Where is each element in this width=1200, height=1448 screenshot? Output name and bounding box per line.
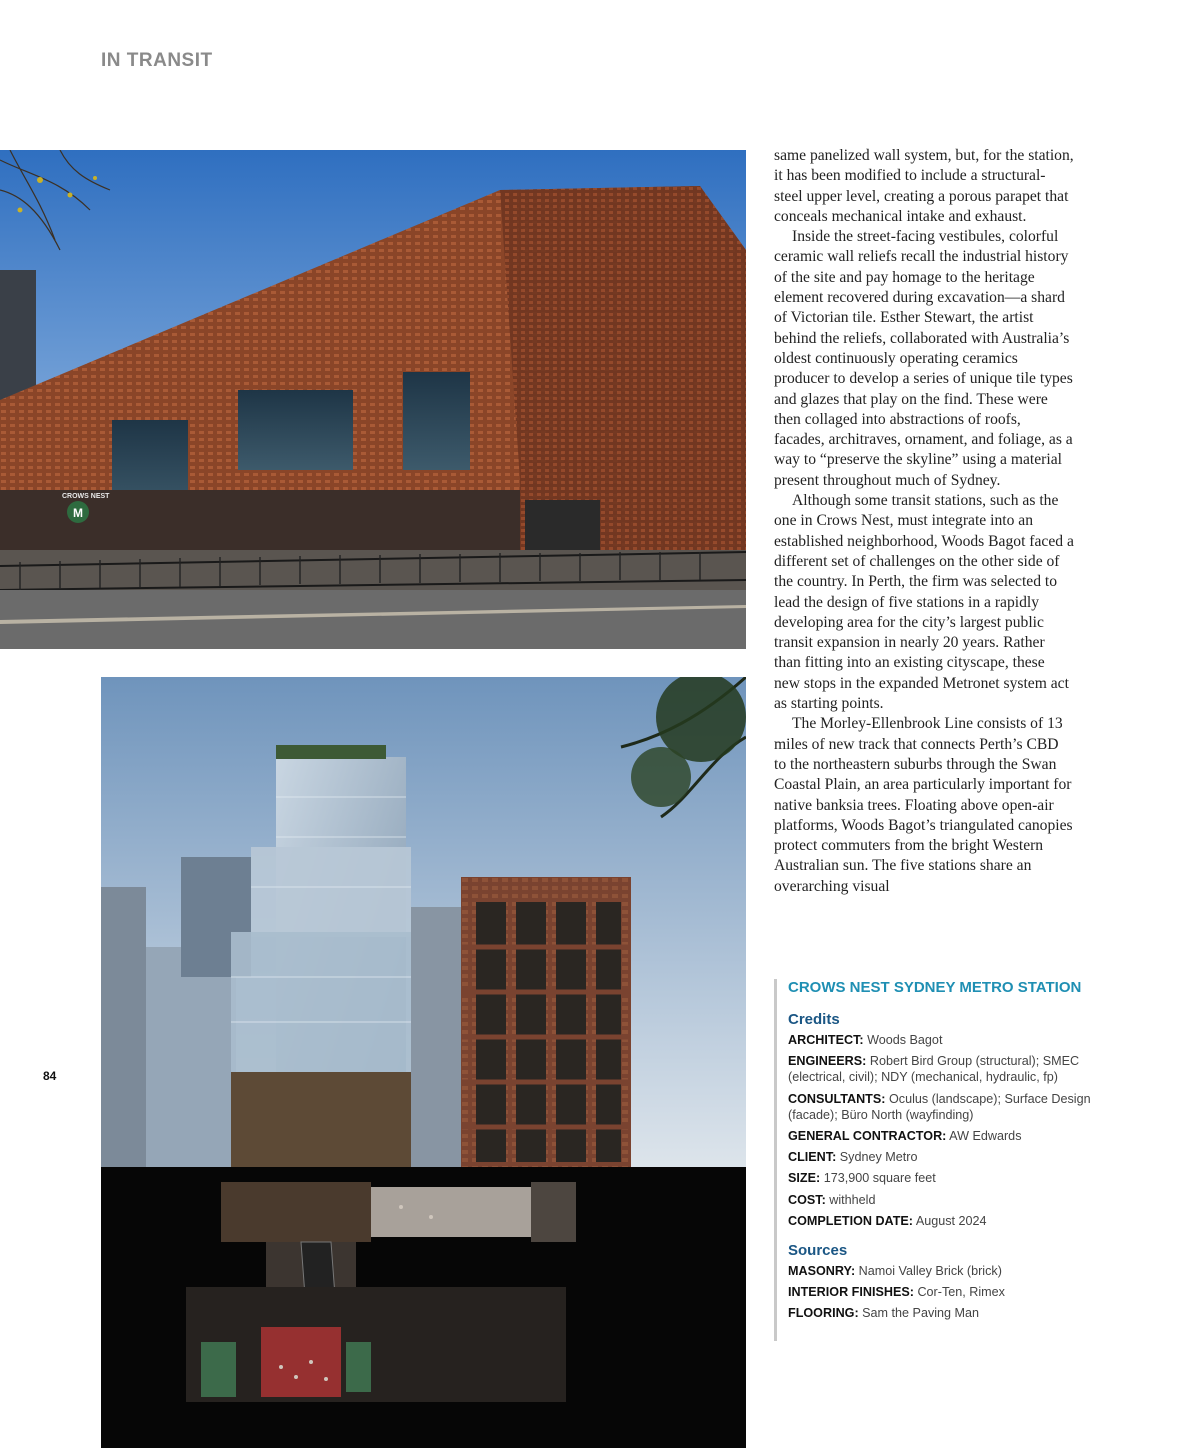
article-body <box>774 146 1074 897</box>
station-section-rendering <box>101 677 746 1448</box>
credit-label: GENERAL CONTRACTOR: <box>788 1129 947 1144</box>
credit-label: COST: <box>788 1192 826 1207</box>
credit-row <box>788 1213 1108 1229</box>
metro-logo-letter: M <box>73 506 83 520</box>
source-value: Cor-Ten, Rimex <box>917 1285 1005 1300</box>
source-label: MASONRY: <box>788 1264 856 1279</box>
station-exterior-photo <box>0 150 746 649</box>
credit-label: SIZE: <box>788 1171 821 1186</box>
source-label: INTERIOR FINISHES: <box>788 1285 914 1300</box>
station-signage: CROWS NEST <box>62 493 110 500</box>
source-row <box>788 1284 1108 1300</box>
article-paragraph: Inside the street-facing vestibules, colorful ceramic wall reliefs recall the industrial history of the site and pay homage to the heritage element recovered during excavation—a shard of Victorian tile. Esther Stewart, the artist behind the reliefs, collaborated with Australia’s oldest continuously operating ceramics producer to develop a series of unique tile types and glazes that play on the find. These were then collaged into abstractions of roofs, facades, architraves, ornament, and foliage, as a way to “preserve the skyline” using a material present throughout much of Sydney. <box>774 228 1073 489</box>
credits-heading: Credits <box>788 1011 840 1028</box>
credit-value: Sydney Metro <box>839 1150 918 1165</box>
credit-row <box>788 1053 1108 1085</box>
article-paragraph: The Morley-Ellenbrook Line consists of 13 miles of new track that connects Perth’s CBD to the northeastern suburbs through the Swan Coastal Plain, an area particularly important for native banksia trees. Floating above open-air platforms, Woods Bagot’s triangulated canopies protect commuters from the bright Western Australian sun. The five stations share an overarching visual <box>774 715 1073 895</box>
credit-value: Robert Bird Group (structural); SMEC (electrical, civil); NDY (mechanical, hydraulic, fp) <box>788 1054 1080 1085</box>
credit-label: CONSULTANTS: <box>788 1091 886 1106</box>
credit-label: ARCHITECT: <box>788 1033 864 1047</box>
source-value: Sam the Paving Man <box>862 1306 980 1321</box>
source-label: FLOORING: <box>788 1306 859 1321</box>
sources-heading: Sources <box>788 1242 848 1260</box>
credit-row <box>788 1192 1108 1208</box>
credit-label: ENGINEERS: <box>788 1054 867 1069</box>
credit-row <box>788 1170 1108 1186</box>
article-paragraph: same panelized wall system, but, for the station, it has been modified to include a structural-steel upper level, creating a porous parapet that conceals mechanical intake and exhaust. <box>774 147 1074 225</box>
page-number: 84 <box>43 1069 57 1083</box>
credit-row <box>788 1149 1108 1165</box>
credit-value: AW Edwards <box>949 1129 1022 1144</box>
credit-row <box>788 1091 1108 1123</box>
credit-row <box>788 1032 1108 1048</box>
source-row <box>788 1263 1108 1279</box>
credit-row <box>788 1128 1108 1144</box>
credit-label: CLIENT: <box>788 1150 837 1165</box>
credit-value: Oculus (landscape); Surface Design (facade); Büro North (wayfinding) <box>788 1091 1091 1122</box>
credit-value: withheld <box>829 1192 876 1207</box>
sidebar-title: CROWS NEST SYDNEY METRO STATION <box>788 979 1082 996</box>
credit-value: Woods Bagot <box>867 1033 943 1047</box>
project-facts-sidebar <box>774 979 1108 1341</box>
credit-label: COMPLETION DATE: <box>788 1213 913 1228</box>
credit-value: 173,900 square feet <box>823 1171 936 1186</box>
credit-value: August 2024 <box>915 1213 987 1228</box>
source-row <box>788 1305 1108 1321</box>
article-paragraph: Although some transit stations, such as the one in Crows Nest, must integrate into an established neighborhood, Woods Bagot faced a different set of challenges on the other side of the country. In Perth, the firm was selected to lead the design of five stations in a rapidly developing area for the city’s largest public transit expansion in nearly 20 years. Rather than fitting into an existing cityscape, these new stops in the expanded Metronet system act as starting points. <box>774 492 1074 713</box>
section-label: IN TRANSIT <box>101 50 213 71</box>
source-value: Namoi Valley Brick (brick) <box>858 1264 1002 1279</box>
